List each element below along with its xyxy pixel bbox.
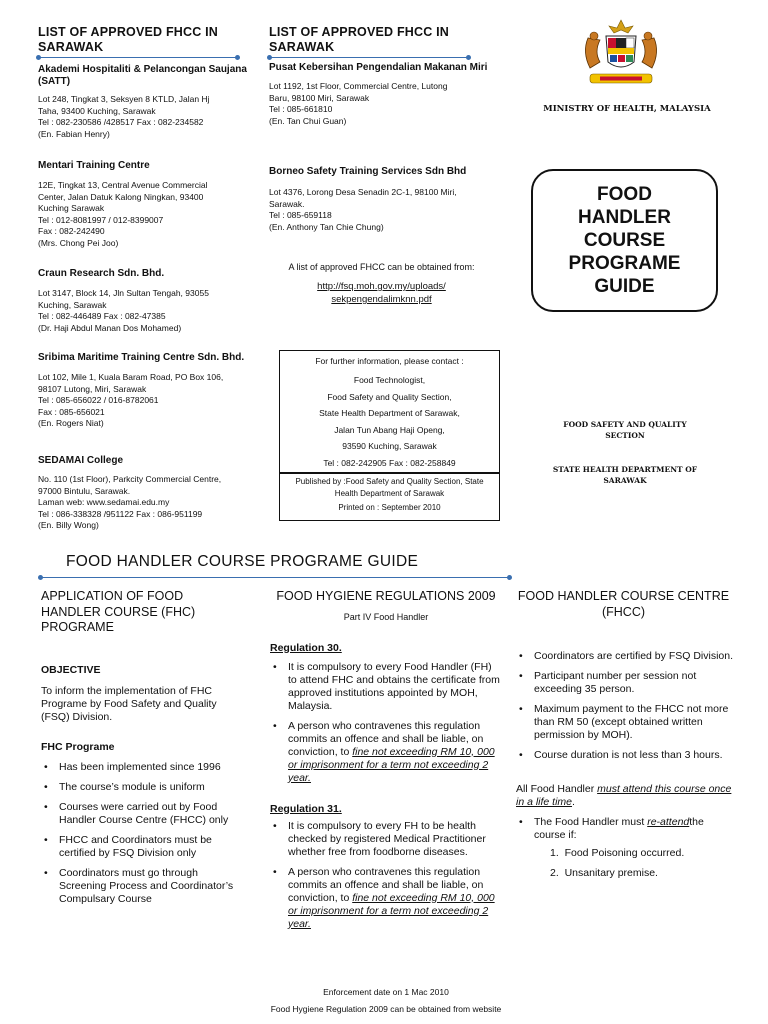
malaysia-coat-of-arms-icon bbox=[576, 18, 666, 90]
list-item: • Coordinators must go through Screening Process and Coordinator’s Compulsary Course bbox=[41, 867, 241, 906]
regulations-heading: FOOD HYGIENE REGULATIONS 2009 bbox=[276, 589, 496, 603]
centre-name: Akademi Hospitaliti & Pelancongan Saujana (SATT) bbox=[38, 64, 247, 87]
fhcc-bullets bbox=[516, 650, 736, 762]
list-item: • Maximum payment to the FHCC not more than RM 50 (except obtained written permission by MOH). bbox=[516, 703, 736, 742]
bottom-title-rule bbox=[40, 577, 510, 578]
list-item: • It is compulsory to every FH to be health checked by registered Medical Practitioner whether free from foodborne diseases. bbox=[270, 820, 502, 859]
list-item bbox=[270, 720, 502, 785]
centre-name: Mentari Training Centre bbox=[38, 160, 150, 171]
list-item: • It is compulsory to every Food Handler (FH) to attend FHC and obtains the certificate from approved institutions appointed by MOH, Malaysia. bbox=[270, 661, 502, 713]
list-item: • The course’s module is uniform bbox=[41, 781, 241, 794]
centre-borneo bbox=[269, 166, 494, 233]
list-item: • Courses were carried out by Food Handler Course Centre (FHCC) only bbox=[41, 801, 241, 827]
regulation-31-bullets bbox=[270, 820, 502, 931]
list-item: • Has been implemented since 1996 bbox=[41, 761, 241, 774]
guide-title-box bbox=[531, 169, 718, 312]
contact-line: Food Safety and Quality Section, bbox=[327, 391, 452, 402]
mid-heading-rule bbox=[269, 57, 469, 58]
centre-name: SEDAMAI College bbox=[38, 455, 124, 466]
bottom-col2 bbox=[270, 589, 502, 938]
bottom-col3 bbox=[516, 589, 736, 880]
left-heading-rule bbox=[38, 57, 238, 58]
centre-sribima bbox=[38, 352, 268, 430]
contact-line: State Health Department of Sarawak, bbox=[319, 408, 460, 418]
condition-text: Unsanitary premise. bbox=[564, 867, 658, 879]
regulation-text: A person who contravenes this regulation commits an offence and shall be liable, on conviction, to bbox=[288, 719, 484, 758]
published-by: Published by :Food Safety and Quality Section, State Health Department of Sarawak bbox=[295, 477, 484, 498]
guide-title: FOOD HANDLER COURSE PROGRAME GUIDE bbox=[568, 184, 681, 297]
note-emphasis: re-attend bbox=[647, 816, 690, 828]
bottom-title: FOOD HANDLER COURSE PROGRAME GUIDE bbox=[66, 553, 419, 570]
part-iv-subheading: Part IV Food Handler bbox=[343, 611, 429, 622]
list-item: • Coordinators are certified by FSQ Division. bbox=[516, 650, 736, 663]
bottom-col1 bbox=[41, 589, 241, 913]
note-emphasis: must attend this course once in a life time bbox=[516, 783, 732, 808]
mid-heading: LIST OF APPROVED FHCC IN SARAWAK bbox=[269, 25, 450, 54]
penalty-text: fine not exceeding RM 10, 000 or imprisonment for a term not exceeding 2 year. bbox=[288, 891, 495, 930]
centre-satt bbox=[38, 64, 253, 140]
regulation-30-bullets bbox=[270, 661, 502, 785]
all-food-handler-note bbox=[516, 783, 736, 809]
section-name: FOOD SAFETY AND QUALITY SECTION bbox=[563, 420, 687, 440]
department-name: STATE HEALTH DEPARTMENT OF SARAWAK bbox=[552, 465, 698, 485]
contact-line: Jalan Tun Abang Haji Openg, bbox=[334, 424, 445, 435]
contact-intro: For further information, please contact : bbox=[315, 356, 464, 366]
regulation-text: A person who contravenes this regulation commits an offence and shall be liable, on conviction, to bbox=[288, 865, 484, 904]
objective-text: To inform the implementation of FHC Programe by Food Safety and Quality (FSQ) Division. bbox=[41, 684, 217, 723]
centre-name: Craun Research Sdn. Bhd. bbox=[38, 268, 165, 279]
centre-name: Sribima Maritime Training Centre Sdn. Bhd. bbox=[38, 352, 245, 363]
fhcc-heading: FOOD HANDLER COURSE CENTRE (FHCC) bbox=[517, 589, 730, 619]
centre-address: Lot 248, Tingkat 3, Seksyen 8 KTLD, Jalan Hj Taha, 93400 Kuching, Sarawak Tel : 082-230586 /428517 Fax : 082-234582 (En. Fabian Henry) bbox=[38, 94, 210, 139]
retake-bullets bbox=[516, 816, 736, 842]
application-heading: APPLICATION OF FOOD HANDLER COURSE (FHC) PROGRAME bbox=[41, 589, 196, 634]
penalty-text: fine not exceeding RM 10, 000 or imprisonment for a term not exceeding 2 year. bbox=[288, 745, 495, 784]
list-item bbox=[516, 816, 736, 842]
publication-box bbox=[279, 473, 500, 521]
centre-address: No. 110 (1st Floor), Parkcity Commercial Centre, 97000 Bintulu, Sarawak. Laman web: www.sedamai.edu.my Tel : 086-338328 /951122 Fax : 086-951199 (En. Billy Wong) bbox=[38, 474, 222, 530]
condition-item: 1. Food Poisoning occurred. bbox=[550, 847, 685, 859]
centre-mentari bbox=[38, 160, 253, 249]
condition-item: 2. Unsanitary premise. bbox=[550, 867, 658, 879]
fhc-bullets bbox=[41, 761, 241, 906]
fhc-label: FHC Programe bbox=[41, 740, 115, 753]
regulation-31-label: Regulation 31. bbox=[270, 802, 342, 815]
centre-name: Borneo Safety Training Services Sdn Bhd bbox=[269, 166, 467, 177]
enforcement-date: Enforcement date on 1 Mac 2010 bbox=[323, 987, 449, 997]
centre-address: 12E, Tingkat 13, Central Avenue Commercial Center, Jalan Datuk Kalong Ningkan, 93400 Kuching Sarawak Tel : 012-8081997 / 012-8399007 Fax : 082-242490 (Mrs. Chong Pei Joo) bbox=[38, 180, 208, 248]
note-text: . bbox=[572, 796, 575, 808]
printed-on: Printed on : September 2010 bbox=[338, 503, 441, 512]
contact-box bbox=[279, 350, 500, 473]
contact-line: Tel : 082-242905 Fax : 082-258849 bbox=[323, 457, 456, 468]
list-item: • Course duration is not less than 3 hours. bbox=[516, 749, 736, 762]
note-text: The Food Handler must bbox=[534, 816, 648, 828]
centre-address: Lot 1192, 1st Floor, Commercial Centre, Lutong Baru, 98100 Miri, Sarawak Tel : 085-661810 (En. Tan Chui Guan) bbox=[269, 81, 448, 126]
centre-craun bbox=[38, 268, 253, 334]
centre-address: Lot 4376, Lorong Desa Senadin 2C-1, 98100 Miri, Sarawak. Tel : 085-659118 (En. Anthony Tan Chie Chung) bbox=[269, 187, 457, 232]
contact-line: Food Technologist, bbox=[353, 375, 426, 385]
objective-label: OBJECTIVE bbox=[41, 663, 101, 676]
condition-text: Food Poisoning occurred. bbox=[564, 847, 685, 859]
list-item: • FHCC and Coordinators must be certified by FSQ Division only bbox=[41, 834, 241, 860]
centre-address: Lot 3147, Block 14, Jln Sultan Tengah, 93055 Kuching, Sarawak Tel : 082-446489 Fax : 082-47385 (Dr. Haji Abdul Manan Dos Mohamed) bbox=[38, 288, 209, 333]
left-heading: LIST OF APPROVED FHCC IN SARAWAK bbox=[38, 25, 219, 54]
retake-conditions bbox=[516, 847, 736, 880]
list-note: A list of approved FHCC can be obtained from: bbox=[288, 262, 475, 272]
note-text: All Food Handler bbox=[516, 783, 598, 795]
note-text: the course if: bbox=[534, 816, 704, 841]
contact-line: 93590 Kuching, Sarawak bbox=[342, 441, 437, 451]
centre-address: Lot 102, Mile 1, Kuala Baram Road, PO Box 106, 98107 Lutong, Miri, Sarawak Tel : 085-656022 / 016-8782061 Fax : 085-656021 (En. Rogers Niat) bbox=[38, 372, 224, 428]
list-item: • Participant number per session not exceeding 35 person. bbox=[516, 670, 736, 696]
ministry-name: MINISTRY OF HEALTH, MALAYSIA bbox=[543, 104, 711, 114]
list-item bbox=[270, 866, 502, 931]
regulation-30-label: Regulation 30. bbox=[270, 641, 342, 654]
centre-pusat-miri bbox=[269, 62, 494, 127]
centre-name: Pusat Kebersihan Pengendalian Makanan Miri bbox=[269, 62, 488, 73]
fhcc-list-link[interactable]: http://fsq.moh.gov.my/uploads/ sekpengendalimknn.pdf bbox=[317, 281, 446, 305]
website-note: Food Hygiene Regulation 2009 can be obtained from website bbox=[270, 1004, 502, 1014]
centre-sedamai bbox=[38, 455, 268, 532]
